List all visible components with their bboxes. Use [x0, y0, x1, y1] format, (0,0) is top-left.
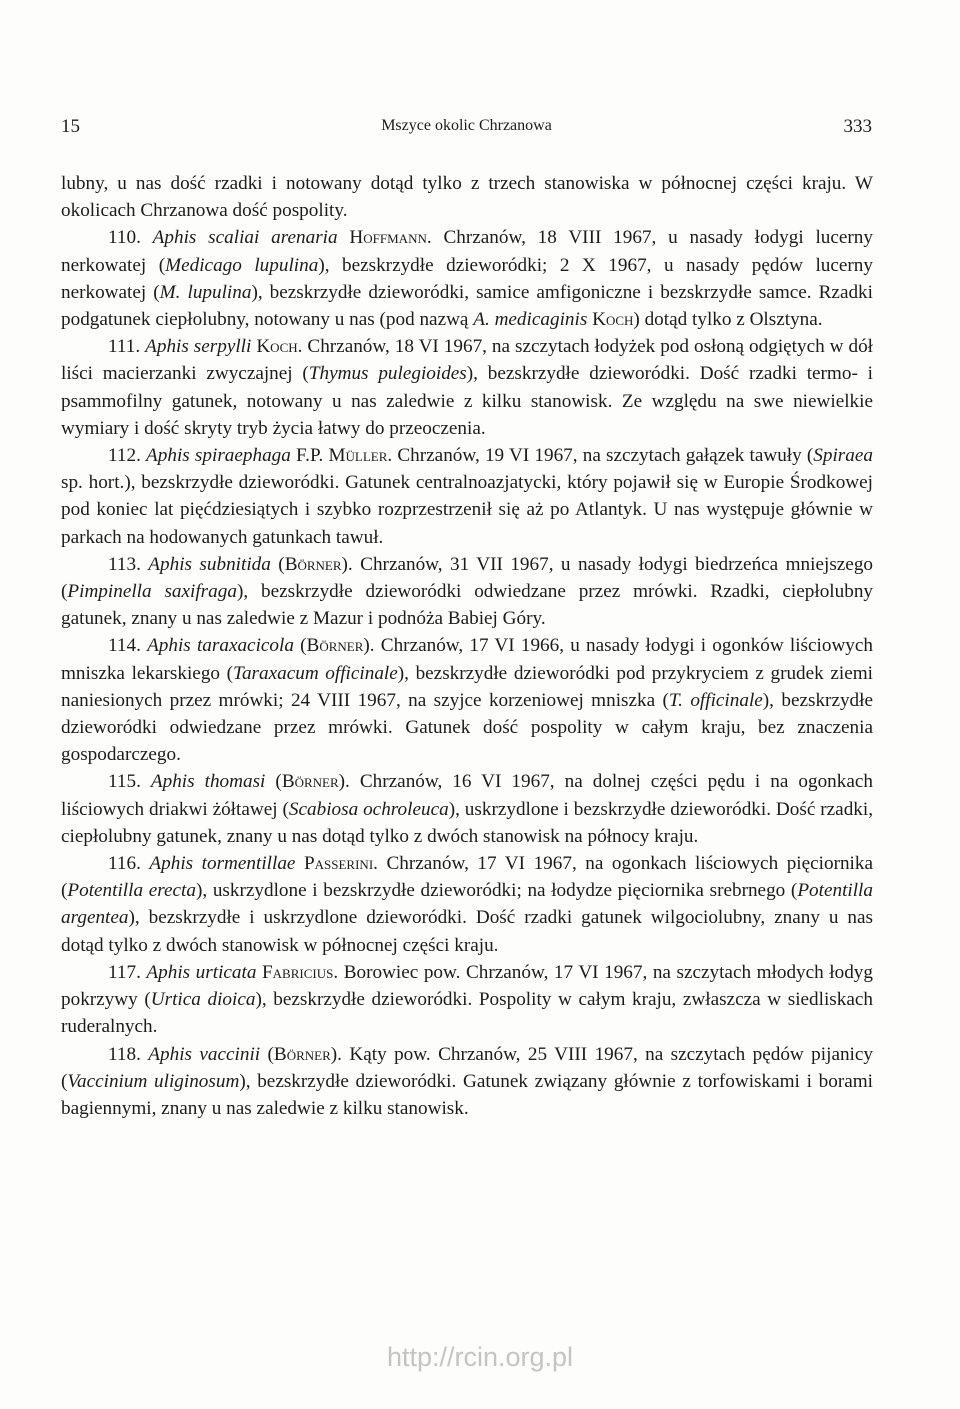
page-header — [61, 116, 872, 146]
text-run: ), bezskrzydłe dzieworódki. Dość rzadki termo- i psammofilny gatunek, notowany u nas zaledwie z kilku stanowisk. Ze względu na swe niewielkie wymiary i dość skryty tryb życia łatwy do przeoczenia. — [61, 363, 873, 439]
text-run — [338, 227, 350, 248]
species-name: M. lupulina — [159, 281, 252, 303]
species-name: A. medicaginis — [473, 309, 588, 331]
text-run: ( — [293, 635, 307, 657]
author-name: Börner — [284, 553, 342, 575]
text-run: sp. hort.), bezskrzydłe dzieworódki. Gatunek centralnoazjatycki, który pojawił się w Europie Środkowej pod koniec lat pięćdziesiątych i szybko rozprzestrzenił się aż po Atlantyk. U nas występuje głównie w parkach na hodowanych gatunkach tawuł. — [61, 472, 873, 548]
species-name: Aphis urticata — [146, 961, 257, 983]
text-run: ). Chrzanów, 17 VI 1966, u nasady łodygi i ogonków liściowych mniszka lekarskiego ( — [61, 635, 873, 684]
paragraph — [61, 442, 873, 551]
text-run: lubny, u nas dość rzadki i notowany dotąd tylko z trzech stanowiska w północnej części kraju. W okolicach Chrzanowa dość pospolity. — [61, 173, 873, 222]
body-text — [61, 170, 873, 1122]
author-name: Passerini — [303, 853, 374, 875]
text-run: . Chrzanów, 18 VIII 1967, u nasady łodygi lucerny nerkowatej ( — [61, 227, 873, 276]
species-name: Medicago lupulina — [165, 254, 319, 276]
species-name: Aphis vaccinii — [148, 1043, 261, 1065]
species-name: Thymus pulegioides — [308, 363, 467, 385]
text-run: ( — [270, 553, 285, 575]
text-run: ), bezskrzydłe dzieworódki odwiedzane przez mrówki. Gatunek dość pospolity w całym kraju, bez znaczenia gospodarczego. — [61, 689, 873, 766]
species-name: Taraxacum officinale — [233, 662, 398, 684]
text-run: . Borowiec pow. Chrzanów, 17 VI 1967, na szczytach młodych łodyg pokrzywy ( — [61, 961, 873, 1011]
text-run: 114. — [108, 635, 148, 657]
paragraph — [61, 333, 873, 442]
paragraph — [61, 768, 873, 850]
text-run: 117. — [108, 961, 147, 983]
text-run: ( — [260, 1043, 274, 1065]
text-run: ( — [265, 771, 282, 793]
species-name: Aphis thomasi — [150, 771, 266, 793]
text-run: 115. — [108, 771, 151, 793]
text-run: ). Chrzanów, 31 VII 1967, u nasady łodygi biedrzeńca mniejszego ( — [61, 553, 874, 603]
text-run: ) dotąd tylko z Olsztyna. — [633, 309, 823, 331]
author-name: Börner — [281, 771, 339, 793]
text-run: ), bezskrzydłe i uskrzydlone dzieworódki. Dość rzadki gatunek wilgociolubny, znany u nas dotąd tylko z dwóch stanowisk w północnej części kraju. — [61, 907, 873, 956]
watermark-url: http://rcin.org.pl — [386, 1342, 574, 1372]
species-name: Urtica dioica — [150, 989, 256, 1011]
author-name: Hoffmann — [349, 227, 427, 249]
text-run: ). Chrzanów, 16 VI 1967, na dolnej części pędu i na ogonkach liściowych driakwi żółtawej ( — [61, 771, 874, 820]
text-run: 110. — [108, 227, 153, 249]
author-name: Koch — [592, 309, 634, 331]
species-name: Potentilla erecta — [67, 880, 196, 902]
text-run: ), bezskrzydłe dzieworódki; 2 X 1967, u nasady pędów lucerny nerkowatej ( — [61, 254, 873, 303]
text-run: 112. — [108, 445, 147, 467]
page-number-right: 333 — [843, 116, 872, 137]
paragraph — [61, 850, 873, 959]
text-run: F.P. — [290, 445, 329, 467]
text-run: 118. — [108, 1043, 149, 1065]
text-run: . Chrzanów, 17 VI 1967, na ogonkach liściowych pięciornika ( — [61, 853, 874, 902]
text-run: ), bezskrzydłe dzieworódki odwiedzane przez mrówki. Rzadki, ciepłolubny gatunek, znany u nas zaledwie z Mazur i podnóża Babiej Góry. — [61, 581, 874, 630]
text-run: 111. — [108, 336, 146, 358]
species-name: Spiraea — [813, 445, 873, 467]
paragraph — [61, 551, 873, 633]
species-name: Scabiosa ochroleuca — [288, 798, 449, 820]
species-name: Potentilla argentea — [61, 880, 873, 929]
species-name: Aphis tormentillae — [149, 853, 296, 875]
text-run: . Chrzanów, 19 VI 1967, na szczytach gałązek tawuły ( — [387, 445, 814, 467]
text-run: . Chrzanów, 18 VI 1967, na szczytach łodyżek pod osłoną odgiętych w dół liści macierzanki zwyczajnej ( — [61, 336, 874, 385]
text-run: 113. — [108, 553, 149, 575]
paragraph — [61, 224, 873, 333]
species-name: Aphis scaliai arenaria — [152, 227, 338, 249]
running-title: Mszyce okolic Chrzanowa — [381, 117, 552, 134]
text-run: ), bezskrzydłe dzieworódki pod przykryciem z grudek ziemi naniesionych przez mrówki; 24 VIII 1967, na szyjce korzeniowej mniszka ( — [61, 662, 873, 711]
text-run: ), uskrzydlone i bezskrzydłe dzieworódki. Dość rzadki, ciepłolubny gatunek, znany u nas dotąd tylko z dwóch stanowisk na północy kraju. — [61, 798, 874, 847]
paragraph — [61, 959, 873, 1041]
text-run — [295, 853, 304, 874]
author-name: Müller — [328, 445, 388, 467]
paragraph — [61, 170, 873, 224]
species-name: Aphis subnitida — [148, 553, 271, 575]
author-name: Koch — [256, 336, 298, 358]
paragraph — [61, 632, 873, 768]
text-run: ), uskrzydlone i bezskrzydłe dzieworódki; na łodydze pięciornika srebrnego ( — [195, 880, 798, 902]
species-name: Vaccinium uliginosum — [67, 1070, 240, 1092]
text-run: 116. — [108, 853, 150, 875]
page-number-left: 15 — [61, 116, 80, 137]
text-run: ), bezskrzydłe dzieworódki, samice amfigoniczne i bezskrzydłe samce. Rzadki podgatunek ciepłolubny, notowany u nas (pod nazwą — [61, 281, 873, 331]
author-name: Fabricius — [261, 961, 334, 983]
species-name: T. officinale — [668, 689, 763, 711]
species-name: Aphis taraxacicola — [147, 635, 294, 657]
species-name: Pimpinella saxifraga — [67, 581, 237, 603]
author-name: Börner — [306, 635, 364, 657]
text-run: ), bezskrzydłe dzieworódki. Gatunek związany głównie z torfowiskami i borami bagiennymi, znany u nas zaledwie z kilku stanowisk. — [61, 1070, 873, 1119]
paragraph — [61, 1041, 873, 1123]
species-name: Aphis serpylli — [145, 336, 252, 358]
species-name: Aphis spiraephaga — [146, 445, 291, 467]
author-name: Börner — [273, 1043, 331, 1065]
text-run: ), bezskrzydłe dzieworódki. Pospolity w całym kraju, zwłaszcza w siedliskach ruderalnych. — [61, 989, 873, 1038]
text-run: ). Kąty pow. Chrzanów, 25 VIII 1967, na szczytach pędów pijanicy ( — [61, 1043, 873, 1092]
